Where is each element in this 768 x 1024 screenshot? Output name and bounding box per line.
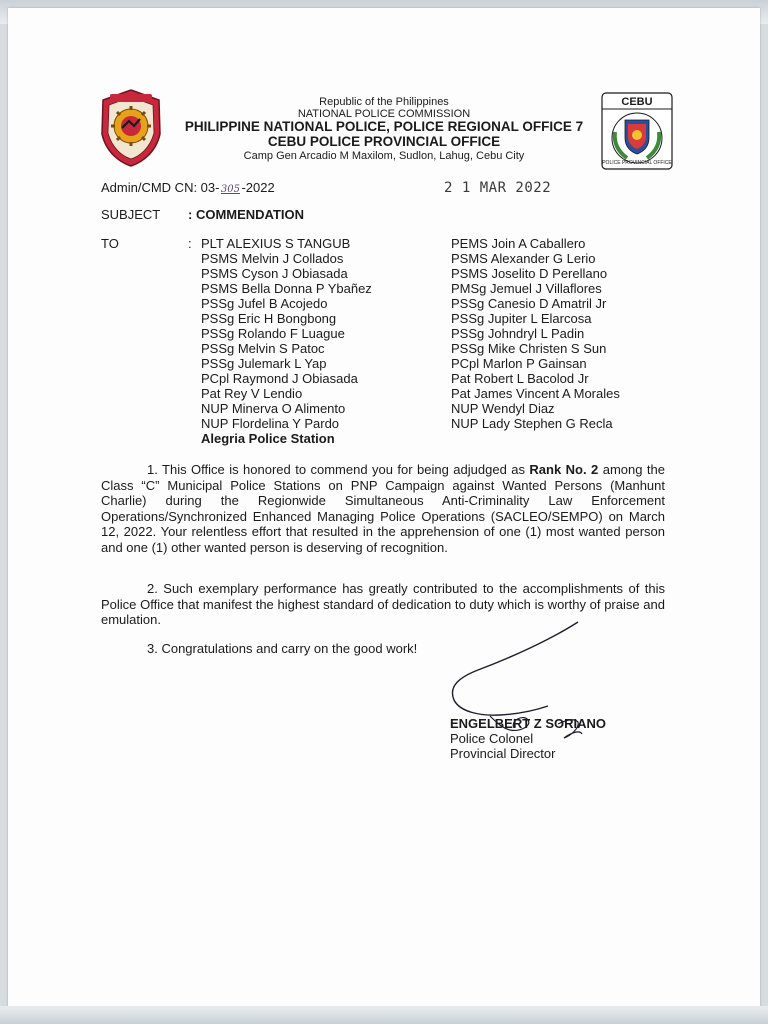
header-office-line2: CEBU POLICE PROVINCIAL OFFICE — [267, 134, 501, 149]
recipient-left: PSMS Melvin J Collados — [201, 251, 344, 266]
recipient-right: PSMS Joselito D Perellano — [451, 266, 608, 281]
control-suffix: -2022 — [241, 180, 275, 195]
recipient-left: PLT ALEXIUS S TANGUB — [201, 236, 351, 251]
recipient-right: PSSg Mike Christen S Sun — [451, 341, 607, 356]
recipient-left: PCpl Raymond J Obiasada — [201, 371, 358, 386]
recipient-left: PSSg Jufel B Acojedo — [201, 296, 328, 311]
recipient-left: PSSg Julemark L Yap — [201, 356, 327, 371]
recipient-left: Pat Rey V Lendio — [201, 386, 303, 401]
to-label: TO — [101, 236, 119, 251]
cebu-ppo-seal-logo — [601, 92, 673, 170]
header-address: Camp Gen Arcadio M Maxilom, Sudlon, Lahug, Cebu City — [243, 150, 525, 162]
recipient-right: Pat James Vincent A Morales — [451, 386, 620, 401]
to-colon: : — [188, 236, 192, 251]
recipient-left: PSMS Cyson J Obiasada — [201, 266, 348, 281]
control-number — [101, 180, 275, 195]
rank-highlight: Rank No. 2 — [529, 462, 599, 477]
recipient-right: NUP Wendyl Diaz — [451, 401, 555, 416]
subject-label: SUBJECT — [101, 207, 161, 222]
subject-value: : COMMENDATION — [188, 207, 305, 222]
signatory-name: ENGELBERT Z SORIANO — [450, 716, 607, 731]
recipient-right: PMSg Jemuel J Villaflores — [451, 281, 602, 296]
recipient-left: NUP Minerva O Alimento — [201, 401, 346, 416]
header-napolcom: NATIONAL POLICE COMMISSION — [297, 108, 471, 120]
date-stamp: 2 1 MAR 2022 — [444, 180, 552, 196]
cebu-seal-ring-text: POLICE PROVINCIAL OFFICE — [602, 160, 672, 166]
control-number-handwritten: 305 — [220, 184, 241, 195]
header-republic: Republic of the Philippines — [319, 96, 449, 108]
signatory-position: Provincial Director — [450, 746, 556, 761]
paragraph-1-lead: 1. This Office is honored to commend you for being adjudged as — [147, 462, 530, 477]
recipients-left-list — [201, 236, 372, 446]
recipient-left: PSSg Rolando F Luague — [201, 326, 345, 341]
cebu-seal-label: CEBU — [621, 96, 653, 108]
control-prefix: Admin/CMD CN: 03- — [101, 180, 220, 195]
station-name: Alegria Police Station — [201, 431, 335, 446]
header-office-line1: PHILIPPINE NATIONAL POLICE, POLICE REGIONAL OFFICE 7 — [184, 119, 584, 134]
recipient-left: PSSg Melvin S Patoc — [201, 341, 325, 356]
scan-bottom-band — [0, 1006, 768, 1024]
recipient-right: NUP Lady Stephen G Recla — [451, 416, 613, 431]
paragraph-1-rest: among the Class “C” Municipal Police Stations on PNP Campaign against Wanted Persons (Manhunt Charlie) during the Regionwide Simultaneous Anti-Criminality Law Enforcement Operations/Synchronized Enhanced Managing Police Operations (SACLEO/SEMPO) on March 12, 2022. Your relentless effort that resulted in the apprehension of one (1) most wanted person and one (1) other wanted person is deserving of recognition. — [101, 462, 665, 555]
recipient-right: PSSg Canesio D Amatril Jr — [451, 296, 607, 311]
recipients-right-list — [451, 236, 620, 431]
recipient-right: PSSg Jupiter L Elarcosa — [451, 311, 592, 326]
recipient-right: Pat Robert L Bacolod Jr — [451, 371, 589, 386]
paragraph-1 — [101, 462, 665, 555]
recipient-right: PSMS Alexander G Lerio — [451, 251, 596, 266]
paragraph-3-text: 3. Congratulations and carry on the good work! — [147, 641, 418, 656]
recipient-right: PCpl Marlon P Gainsan — [451, 356, 587, 371]
recipient-left: PSMS Bella Donna P Ybañez — [201, 281, 372, 296]
paragraph-2-text: 2. Such exemplary performance has greatly contributed to the accomplishments of this Police Office that manifest the highest standard of dedication to duty which is worthy of praise and emulation. — [101, 581, 665, 627]
recipient-left: NUP Flordelina Y Pardo — [201, 416, 340, 431]
recipient-left: PSSg Eric H Bongbong — [201, 311, 337, 326]
recipient-right: PEMS Join A Caballero — [451, 236, 586, 251]
recipient-right: PSSg Johndryl L Padin — [451, 326, 585, 341]
signatory-rank: Police Colonel — [450, 731, 534, 746]
